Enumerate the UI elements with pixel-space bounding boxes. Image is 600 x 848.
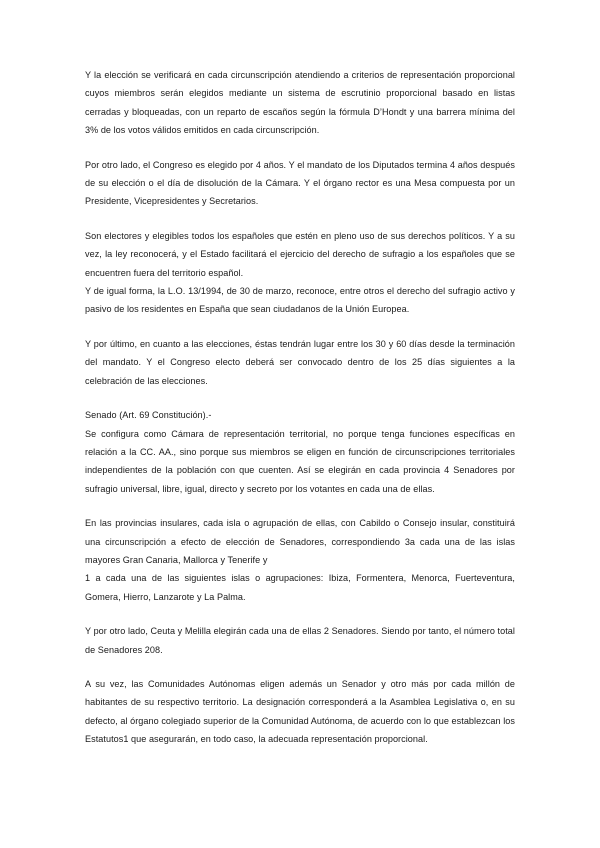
document-page — [85, 66, 515, 765]
paragraph-electores-elegibles — [85, 227, 515, 319]
paragraph-line: Son electores y elegibles todos los españoles que estén en pleno uso de sus derechos políticos. Y a su vez, la ley reconocerá, y el Estado facilitará el ejercicio del derecho de sufragio a los españoles que se encuentren fuera del territorio español. — [85, 230, 515, 278]
paragraph-congreso-mandato: Por otro lado, el Congreso es elegido por 4 años. Y el mandato de los Diputados termina 4 años después de su elección o el día de disolución de la Cámara. Y el órgano rector es una Mesa compuesta por un Presidente, Vicepresidentes y Secretarios. — [85, 159, 515, 207]
paragraph-elecciones-plazos: Y por último, en cuanto a las elecciones, éstas tendrán lugar entre los 30 y 60 días desde la terminación del mandato. Y el Congreso electo deberá ser convocado dentro de los 25 días siguientes a la celebración de las elecciones. — [85, 338, 515, 386]
section-heading-senado: Senado (Art. 69 Constitución).- — [85, 410, 212, 421]
paragraph-senado — [85, 406, 515, 498]
paragraph-line: Se configura como Cámara de representación territorial, no porque tenga funciones específicas en relación a la CC. AA., sino porque sus miembros se eligen en función de circunscripciones territoriales independientes de la población con que cuenten. Así se elegirán en cada provincia 4 Senadores por sufragio universal, libre, igual, directo y secreto por los votantes en cada una de ellas. — [85, 428, 515, 494]
paragraph-provincias-insulares — [85, 514, 515, 606]
paragraph-line: Y de igual forma, la L.O. 13/1994, de 30 de marzo, reconoce, entre otros el derecho del sufragio activo y pasivo de los residentes en España que sean ciudadanos de la Unión Europea. — [85, 286, 515, 315]
paragraph-line: 1 a cada una de las siguientes islas o agrupaciones: Ibiza, Formentera, Menorca, Fuerteventura, Gomera, Hierro, Lanzarote y La Palma. — [85, 573, 515, 602]
paragraph-line: En las provincias insulares, cada isla o agrupación de ellas, con Cabildo o Consejo insular, constituirá una circunscripción a efecto de elección de Senadores, correspondiendo 3a cada una de las islas mayores Gran Canaria, Mallorca y Tenerife y — [85, 518, 515, 565]
paragraph-eleccion-circunscripcion: Y la elección se verificará en cada circunscripción atendiendo a criterios de representación proporcional cuyos miembros serán elegidos mediante un sistema de escrutinio proporcional basado en listas cerradas y bloqueadas, con un reparto de escaños según la fórmula D’Hondt y una barrera mínima del 3% de los votos válidos emitidos en cada circunscripción. — [85, 70, 515, 136]
paragraph-ceuta-melilla: Y por otro lado, Ceuta y Melilla elegirán cada una de ellas 2 Senadores. Siendo por tanto, el número total de Senadores 208. — [85, 626, 515, 655]
paragraph-comunidades-autonomas: A su vez, las Comunidades Autónomas eligen además un Senador y otro más por cada millón de habitantes de su respectivo territorio. La designación corresponderá a la Asamblea Legislativa o, en su defecto, al órgano colegiado superior de la Comunidad Autónoma, de acuerdo con lo que establezcan los Estatutos1 que asegurarán, en todo caso, la adecuada representación proporcional. — [85, 678, 515, 745]
